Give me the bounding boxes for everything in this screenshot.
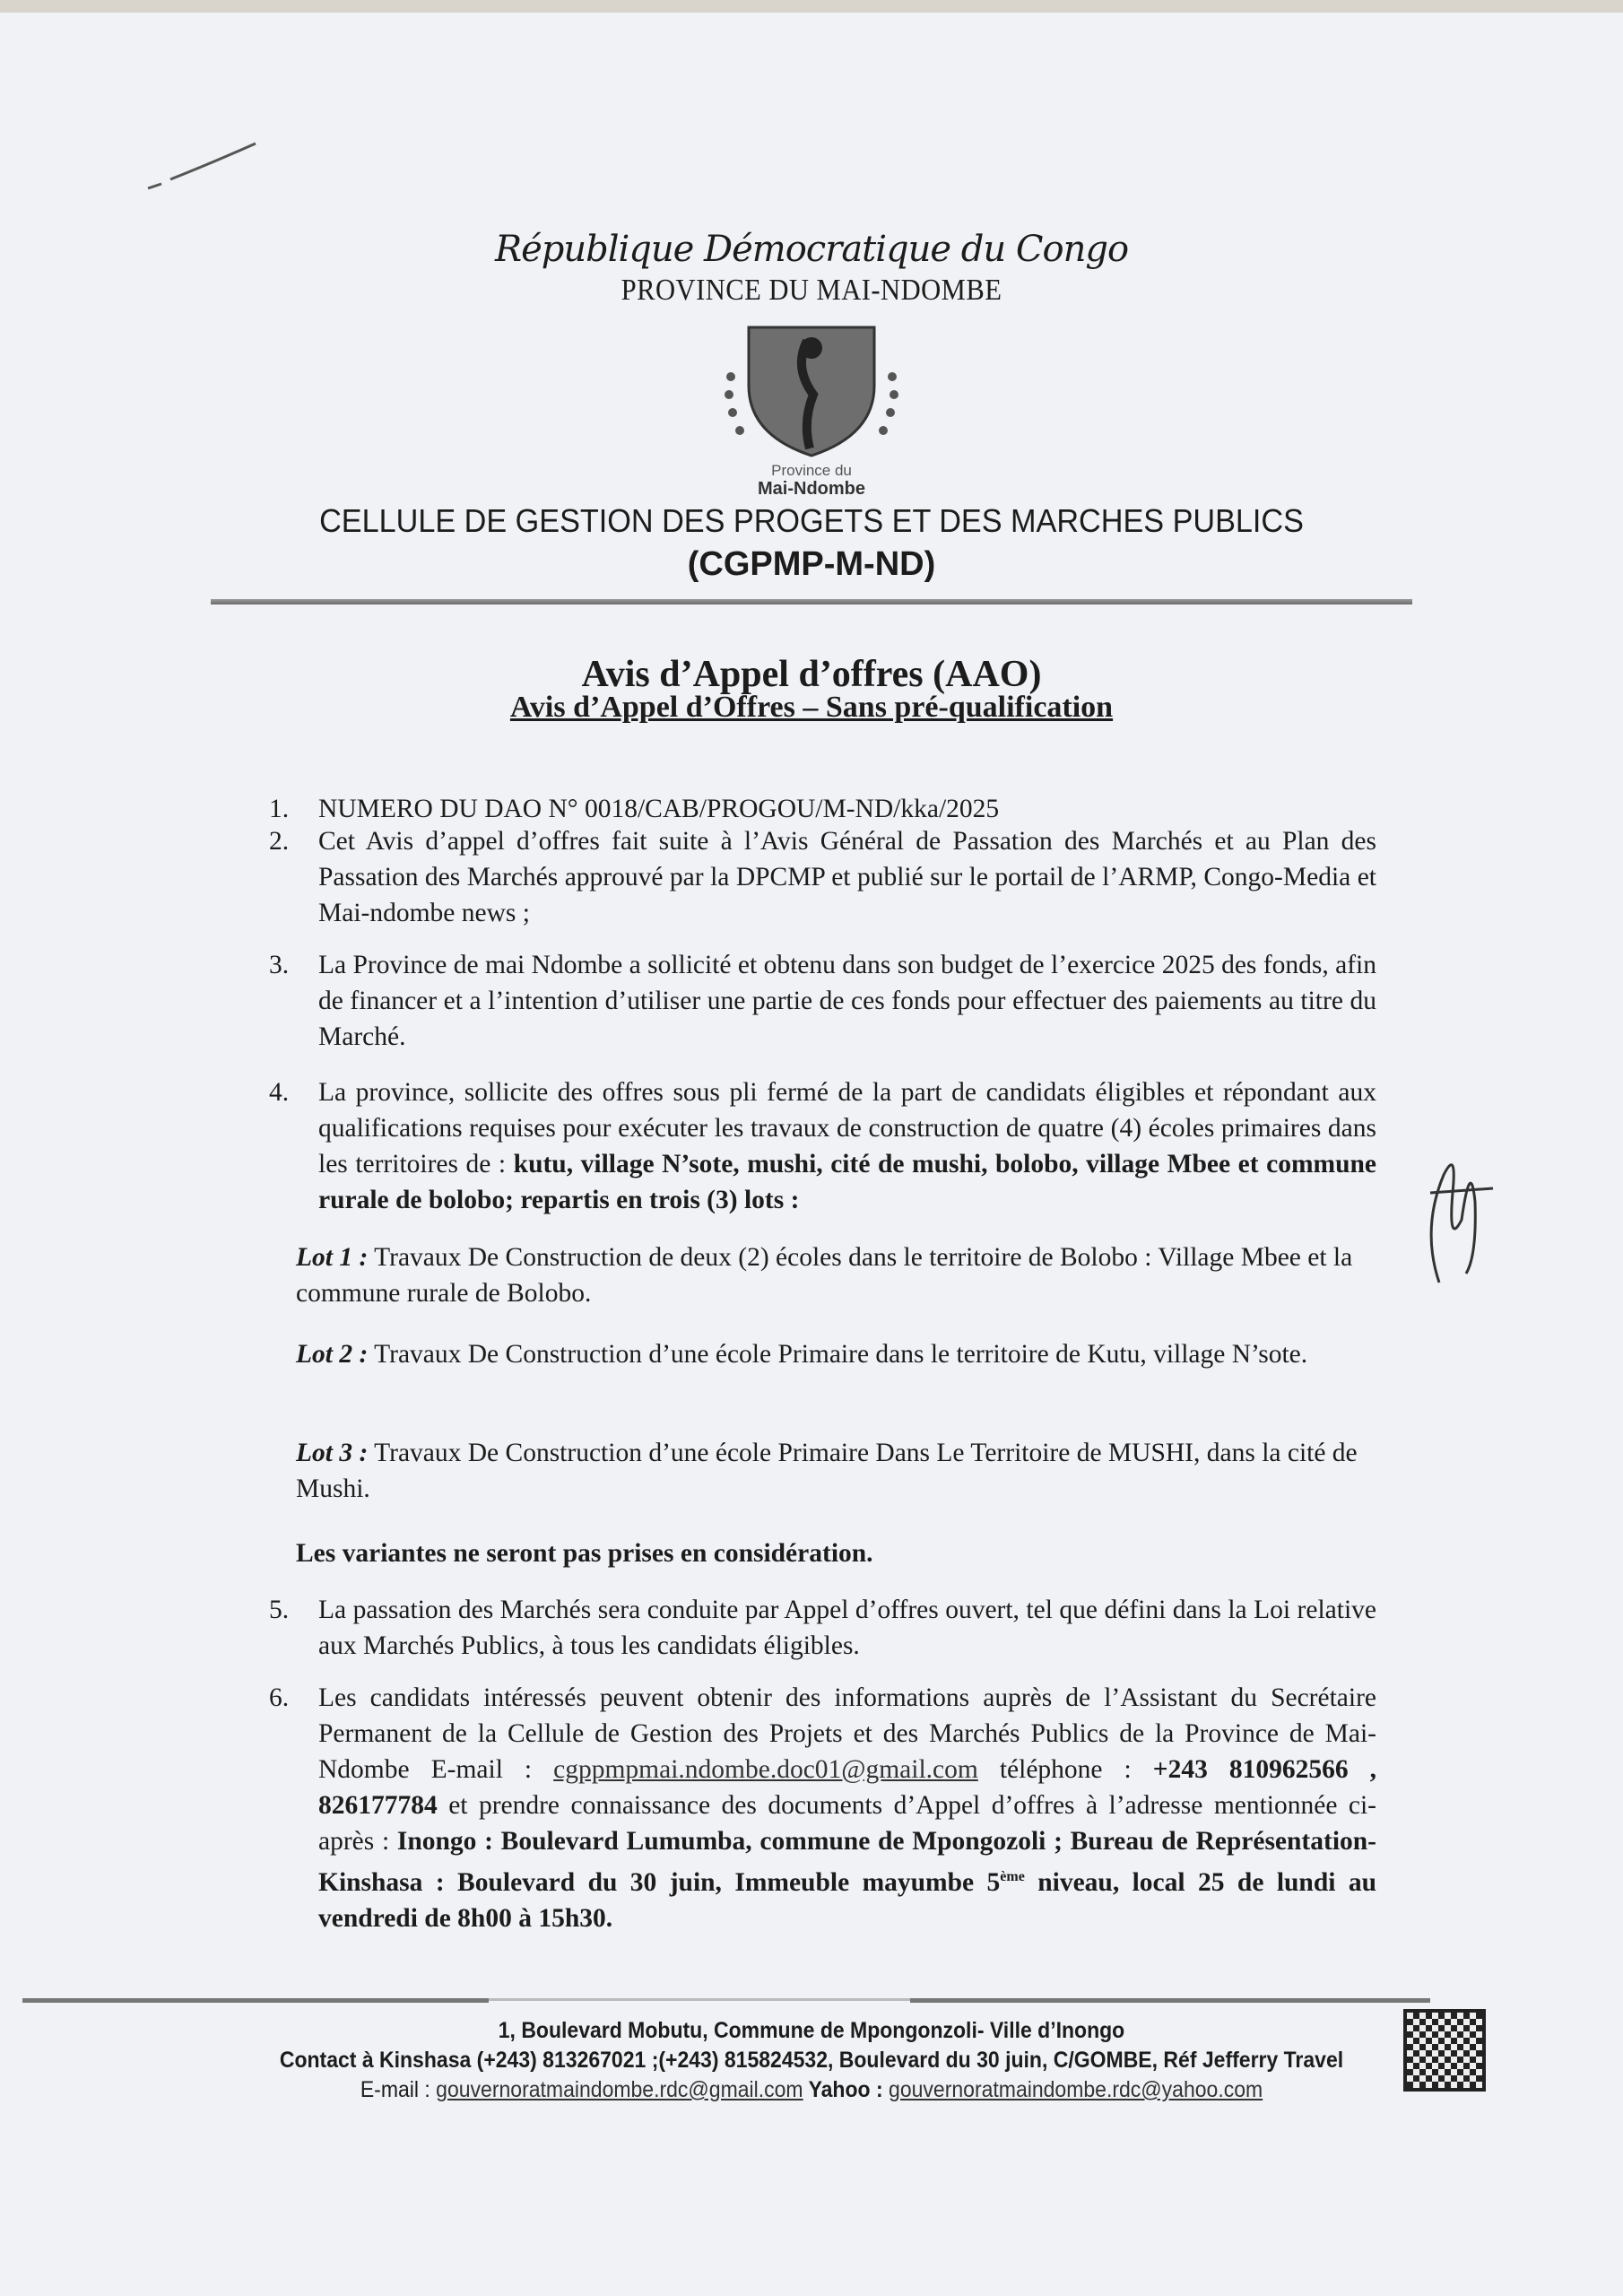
province-logo [713, 323, 910, 499]
item-text: Les candidats intéressés peuvent obtenir des informations auprès de l’Assistant du Secrétaire Permanent de la Cellule de Gestion des Projets et des Marchés Publics de la Province de Mai-Ndombe E-mail : [318, 1683, 1376, 1784]
republic-heading: République Démocratique du Congo [494, 229, 1129, 270]
notice-subtitle: Avis d’Appel d’Offres – Sans pré-qualification [509, 691, 1114, 724]
item-number: 4. [269, 1078, 290, 1107]
ordinal-sup: ème [1000, 1869, 1025, 1884]
address-text: Inongo : Boulevard Lumumba, commune de Mpongozoli ; Bureau de Représentation-Kinshasa : Boulevard du 30 juin, Immeuble mayumbe 5 [318, 1827, 1376, 1897]
notice-title: Avis d’Appel d’offres (AAO) [581, 654, 1042, 695]
address-text: niveau, local 25 de lundi au vendredi de 8h00 à 15h30. [318, 1867, 1376, 1933]
lot-label: Lot 1 : [296, 1243, 369, 1272]
list-item [269, 1074, 1376, 1218]
coat-of-arms-icon [713, 323, 910, 457]
list-item [269, 791, 1376, 827]
email-label: E-mail : [360, 2077, 437, 2102]
footer-emails [65, 2077, 1558, 2103]
qr-code [1403, 2009, 1486, 2092]
item-number: 6. [269, 1683, 290, 1712]
footer-address: 1, Boulevard Mobutu, Commune de Mpongonzoli- Ville d’Inongo [498, 2018, 1125, 2043]
footer-divider-right [910, 1998, 1430, 2003]
yahoo-label: Yahoo : [803, 2077, 890, 2102]
logo-line-2: Mai-Ndombe [758, 479, 865, 499]
item-territories: kutu, village N’sote, mushi, cité de mushi, bolobo, village Mbee et commune rurale de bolobo; repartis en trois (3) lots : [318, 1150, 1376, 1214]
item-number: 5. [269, 1596, 290, 1624]
item-text: et prendre connaissance des documents d’Appel d’offres à l’adresse mentionnée ci-après : [318, 1791, 1376, 1856]
footer-email-link[interactable]: gouvernoratmaindombe.rdc@gmail.com [436, 2077, 803, 2102]
item-text: téléphone : [977, 1755, 1153, 1784]
footer-yahoo-link[interactable]: gouvernoratmaindombe.rdc@yahoo.com [889, 2077, 1263, 2102]
list-item [269, 823, 1376, 931]
header-divider [211, 599, 1412, 604]
cellule-heading: CELLULE DE GESTION DES PROGETS ET DES MARCHES PUBLICS [319, 502, 1304, 539]
footer-contact: Contact à Kinshasa (+243) 813267021 ;(+243) 815824532, Boulevard du 30 juin, C/GOMBE, Réf Jefferry Travel [279, 2048, 1344, 2073]
lot-label: Lot 3 : [296, 1439, 369, 1467]
item-number: 3. [269, 951, 290, 979]
province-heading: PROVINCE DU MAI-NDOMBE [621, 274, 1002, 307]
pen-mark [143, 139, 260, 193]
list-item [269, 947, 1376, 1055]
list-item [269, 1680, 1376, 1936]
item-text: La Province de mai Ndombe a sollicité et obtenu dans son budget de l’exercice 2025 des fonds, afin de financer et a l’intention d’utiliser une partie de ces fonds pour effectuer des paiements au titre du Marché. [318, 951, 1376, 1051]
item-text: La province, sollicite des offres sous pli fermé de la part de candidats éligibles et répondant aux qualifications requises pour exécuter les travaux de construction de quatre (4) écoles primaires dans les territoires de : [318, 1078, 1376, 1178]
lot-2 [296, 1336, 1372, 1372]
list-item [269, 1592, 1376, 1664]
item-text: NUMERO DU DAO N° 0018/CAB/PROGOU/M-ND/kka/2025 [318, 795, 1000, 823]
logo-line-1: Province du [771, 462, 852, 479]
item-number: 2. [269, 827, 290, 856]
acronym-heading: (CGPMP-M-ND) [687, 545, 936, 583]
item-text: La passation des Marchés sera conduite par Appel d’offres ouvert, tel que défini dans la Loi relative aux Marchés Publics, à tous les candidats éligibles. [318, 1596, 1376, 1660]
lot-3 [296, 1435, 1372, 1507]
lot-text: Travaux De Construction de deux (2) écoles dans le territoire de Bolobo : Village Mbee et la commune rurale de Bolobo. [296, 1243, 1353, 1308]
lot-text: Travaux De Construction d’une école Primaire dans le territoire de Kutu, village N’sote. [368, 1340, 1308, 1369]
signature-initials [1412, 1139, 1497, 1292]
contact-email-link[interactable]: cgppmpmai.ndombe.doc01@gmail.com [553, 1755, 978, 1784]
item-text: Cet Avis d’appel d’offres fait suite à l’Avis Général de Passation des Marchés et au Plan des Passation des Marchés approuvé par la DPCMP et publié sur le portail de l’ARMP, Congo-Media et Mai-ndombe news ; [318, 827, 1376, 927]
item-number: 1. [269, 795, 290, 823]
footer-divider-left [22, 1998, 489, 2003]
lot-label: Lot 2 : [296, 1340, 369, 1369]
scan-edge [0, 0, 1623, 13]
lot-1 [296, 1239, 1372, 1311]
contact-phones: +243 810962566 , 826177784 [318, 1755, 1376, 1820]
lot-text: Travaux De Construction d’une école Primaire Dans Le Territoire de MUSHI, dans la cité de Mushi. [296, 1439, 1358, 1503]
footer-divider-mid [489, 1998, 910, 2001]
variantes-note: Les variantes ne seront pas prises en considération. [296, 1539, 873, 1568]
